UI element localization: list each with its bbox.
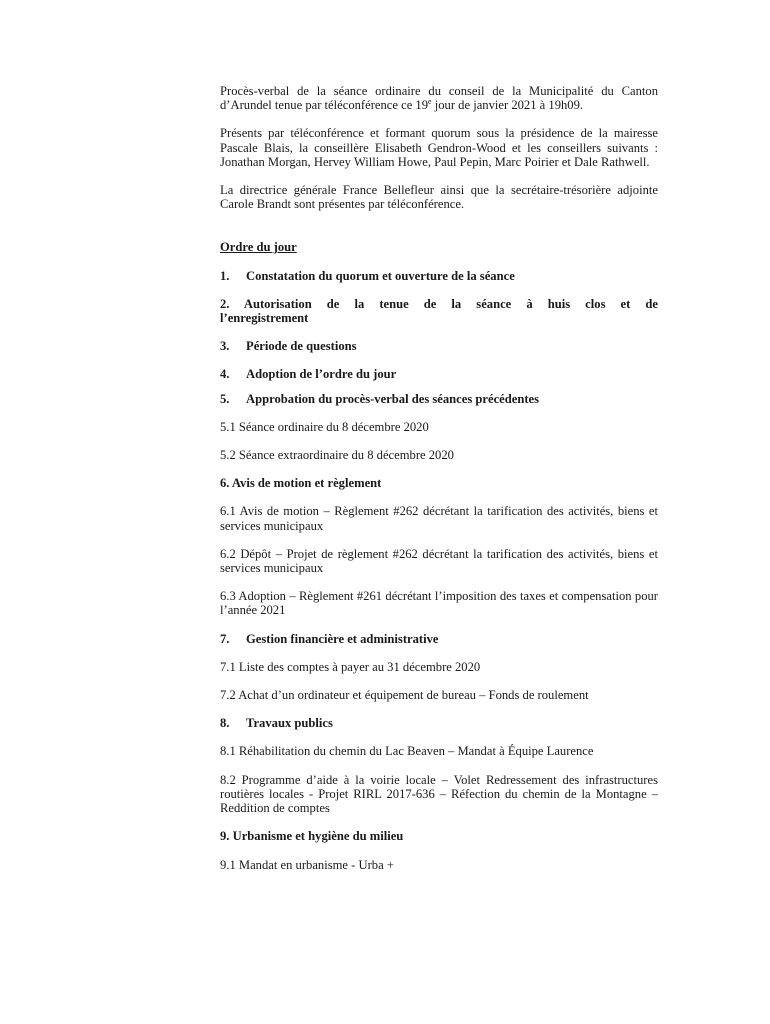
- agenda-item-4-label: Adoption de l’ordre du jour: [246, 367, 397, 382]
- agenda-item-7: [220, 632, 658, 646]
- agenda-heading: Ordre du jour: [220, 240, 297, 255]
- agenda-item-3: [220, 339, 658, 353]
- agenda-item-4: [220, 367, 658, 381]
- agenda-item-8-number: 8.: [220, 716, 230, 731]
- agenda-item-5: [220, 392, 658, 406]
- agenda-item-7-2: 7.2 Achat d’un ordinateur et équipement de bureau – Fonds de roulement: [220, 688, 589, 703]
- agenda-item-8-label: Travaux publics: [246, 716, 333, 731]
- agenda-item-5-number: 5.: [220, 391, 230, 406]
- agenda-item-6-1: 6.1 Avis de motion – Règlement #262 décrétant la tarification des activités, biens et services municipaux: [220, 504, 658, 533]
- agenda-item-1-number: 1.: [220, 268, 230, 283]
- agenda-item-7-label: Gestion financière et administrative: [246, 631, 439, 646]
- agenda-item-8: [220, 716, 658, 730]
- agenda-item-9: 9. Urbanisme et hygiène du milieu: [220, 829, 404, 844]
- agenda-item-5-2: 5.2 Séance extraordinaire du 8 décembre 2020: [220, 448, 454, 463]
- document-page: [220, 84, 658, 872]
- agenda-item-2-number: 2.: [220, 296, 230, 311]
- agenda-item-3-number: 3.: [220, 339, 230, 354]
- intro-paragraph-2: Présents par téléconférence et formant quorum sous la présidence de la mairesse Pascale Blais, la conseillère Elisabeth Gendron-Wood et les conseillers suivants : Jonathan Morgan, Hervey William Howe, Paul Pepin, Marc Poirier et Dale Rathwell.: [220, 126, 658, 169]
- agenda-item-3-label: Période de questions: [246, 339, 357, 354]
- agenda-item-9-1: 9.1 Mandat en urbanisme - Urba +: [220, 857, 394, 872]
- agenda-item-2-label: Autorisation de la tenue de la séance à huis clos et de l’enregistrement: [220, 296, 658, 326]
- agenda-item-5-label: Approbation du procès-verbal des séances précédentes: [246, 391, 540, 406]
- intro-text-a: Procès-verbal de la séance ordinaire du conseil de la Municipalité du Canton d’Arundel tenue par téléconférence ce 19: [220, 84, 658, 113]
- agenda-item-7-number: 7.: [220, 631, 230, 646]
- superscript-e: e: [428, 97, 432, 107]
- agenda-item-6-3: 6.3 Adoption – Règlement #261 décrétant l’imposition des taxes et compensation pour l’année 2021: [220, 589, 658, 618]
- agenda-item-1: [220, 269, 658, 283]
- agenda-item-8-1: 8.1 Réhabilitation du chemin du Lac Beaven – Mandat à Équipe Laurence: [220, 744, 594, 759]
- agenda-item-6: 6. Avis de motion et règlement: [220, 476, 382, 491]
- intro-text-b: jour de janvier 2021 à 19h09.: [431, 98, 584, 113]
- agenda-item-2: [220, 297, 658, 325]
- agenda-item-5-1: 5.1 Séance ordinaire du 8 décembre 2020: [220, 419, 429, 434]
- agenda-item-8-2: 8.2 Programme d’aide à la voirie locale – Volet Redressement des infrastructures routières locales - Projet RIRL 2017-636 – Réfection du chemin de la Montagne – Reddition de comptes: [220, 772, 658, 816]
- agenda-item-4-number: 4.: [220, 367, 230, 382]
- agenda-item-1-label: Constatation du quorum et ouverture de la séance: [246, 268, 515, 283]
- intro-paragraph-1: [220, 84, 658, 112]
- agenda-item-7-1: 7.1 Liste des comptes à payer au 31 décembre 2020: [220, 659, 481, 674]
- agenda-item-6-2: 6.2 Dépôt – Projet de règlement #262 décrétant la tarification des activités, biens et services municipaux: [220, 546, 658, 576]
- intro-paragraph-3: La directrice générale France Bellefleur ainsi que la secrétaire-trésorière adjointe Carole Brandt sont présentes par téléconférence.: [220, 183, 658, 212]
